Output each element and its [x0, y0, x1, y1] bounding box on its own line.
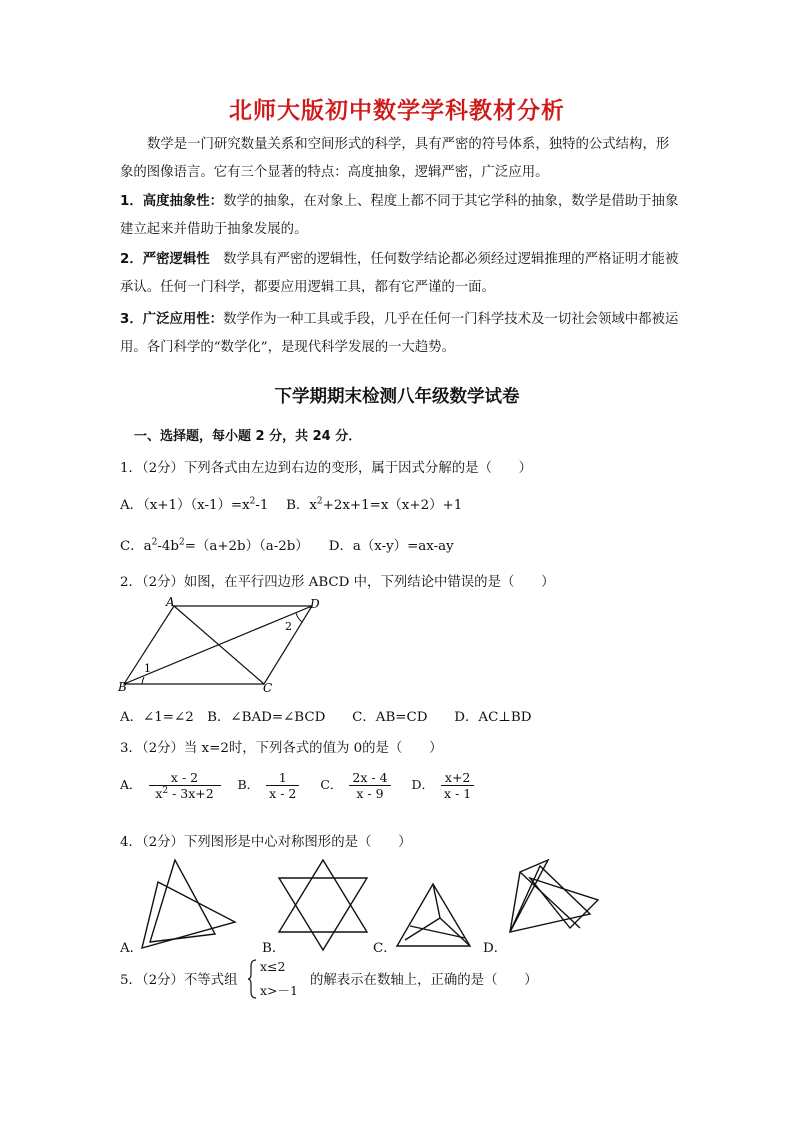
q3-fraction-a-den: $x^2 - 3x+2$ — [155, 786, 214, 802]
q5-inequality-2: x>－1 — [260, 983, 298, 998]
q1-c-part2: -4b — [157, 539, 179, 554]
q1-stem: 1．（2分）下列各式由左边到右边的变形，属于因式分解的是（ ） — [120, 461, 533, 476]
q1-options-ab — [120, 494, 462, 513]
q3-fraction-b — [266, 770, 299, 801]
q3-label-c: C． — [320, 777, 343, 793]
vertex-label-c: C — [263, 681, 273, 694]
q1-b-part: +2x+1=x（x+2）+1 — [322, 498, 463, 513]
parallelogram-figure — [110, 594, 330, 694]
q4-label-b: B． — [262, 941, 286, 956]
q3-label-b: B． — [237, 777, 260, 793]
q3-fraction-a-sup: 2 — [162, 786, 169, 796]
q5-stem-pre: 5．（2分）不等式组 — [120, 973, 238, 988]
q3-fraction-c — [349, 770, 390, 801]
q1-options-cd — [120, 535, 454, 554]
q3-fraction-a-num: x - 2 — [149, 770, 221, 786]
figure-b-star — [279, 860, 367, 950]
q3-fraction-b-num: 1 — [266, 770, 299, 786]
exam-title: 下学期期末检测八年级数学试卷 — [274, 387, 520, 407]
diagonal-bd — [124, 606, 312, 684]
q2-options: A．∠1=∠2 B．∠BAD=∠BCD C．AB=CD D．AC⊥BD — [120, 710, 532, 725]
vertex-label-a: A — [166, 595, 175, 609]
angle-label-2: 2 — [285, 620, 292, 633]
q1-a-part2: -1 B．x — [255, 498, 317, 513]
angle-2-arc — [296, 613, 302, 622]
q3-fraction-d-num: x+2 — [441, 770, 474, 786]
q4-label-a: A． — [120, 941, 144, 956]
q3-fraction-d-den: x - 1 — [444, 786, 472, 802]
q3-fraction-c-num: 2x - 4 — [349, 770, 390, 786]
q3-fraction-b-den: x - 2 — [269, 786, 297, 802]
q3-label-a: A． — [120, 777, 142, 793]
point-1-text: 数学的抽象，在对象上、程度上都不同于其它学科的抽象，数学是借助于抽象建立起来并借助于抽象发展的。 — [120, 194, 679, 237]
q3-fraction-a — [149, 770, 221, 801]
figure-a — [142, 860, 235, 948]
q5-stem-post: 的解表示在数轴上，正确的是（ ） — [310, 973, 538, 988]
point-2-label: 2．严密逻辑性 — [120, 252, 210, 267]
q3-stem: 3．（2分）当 x=2时，下列各式的值为 0的是（ ） — [120, 741, 443, 756]
q5-inequality-1: x≤2 — [260, 959, 286, 974]
q1-sup: 2 — [151, 537, 158, 548]
q3-fraction-c-den: x - 9 — [356, 786, 384, 802]
angle-1-arc — [142, 677, 144, 684]
q2-stem: 2．（2分）如图，在平行四边形 ABCD 中，下列结论中错误的是（ ） — [120, 575, 555, 590]
point-1-label: 1．高度抽象性： — [120, 194, 224, 209]
q4-figures — [110, 852, 610, 956]
point-2-text: 数学具有严密的逻辑性，任何数学结论都必须经过逻辑推理的严格证明才能被承认。任何一门科学，都要应用逻辑工具，都有它严谨的一面。 — [120, 252, 679, 295]
angle-label-1: 1 — [144, 662, 151, 675]
q4-stem: 4．（2分）下列图形是中心对称图形的是（ ） — [120, 835, 412, 850]
point-1 — [120, 188, 680, 244]
q3-label-d: D． — [411, 777, 435, 793]
point-3-label: 3．广泛应用性： — [120, 312, 224, 327]
point-2 — [120, 246, 680, 302]
section-heading: 一、选择题，每小题 2 分，共 24 分． — [134, 429, 362, 444]
vertex-label-d: D — [310, 597, 320, 611]
q1-c-part3: =（a+2b）（a-2b） D．a（x-y）=ax-ay — [184, 539, 454, 554]
q3-fraction-d — [441, 770, 474, 801]
q4-label-c: C． — [373, 941, 397, 956]
q1-sup: 2 — [316, 496, 323, 507]
document-title: 北师大版初中数学学科教材分析 — [229, 98, 565, 124]
q3-options — [120, 770, 477, 801]
figure-c — [397, 884, 470, 946]
point-3 — [120, 306, 680, 362]
q1-sup: 2 — [249, 496, 256, 507]
figure-d — [510, 860, 598, 932]
q1-c-part1: C．a — [120, 539, 152, 554]
q1-sup: 2 — [178, 537, 185, 548]
q4-label-d: D． — [483, 941, 508, 956]
q1-a-part1: A．（x+1）（x-1）=x — [120, 498, 250, 513]
vertex-label-b: B — [118, 680, 127, 694]
intro-paragraph: 数学是一门研究数量关系和空间形式的科学，具有严密的符号体系，独特的公式结构，形象的图像语言。它有三个显著的特点：高度抽象，逻辑严密，广泛应用。 — [120, 137, 670, 180]
point-3-text: 数学作为一种工具或手段，几乎在任何一门科学技术及一切社会领域中都被运用。各门科学的“数学化”，是现代科学发展的一大趋势。 — [120, 312, 679, 355]
q5-brace — [248, 958, 258, 1000]
